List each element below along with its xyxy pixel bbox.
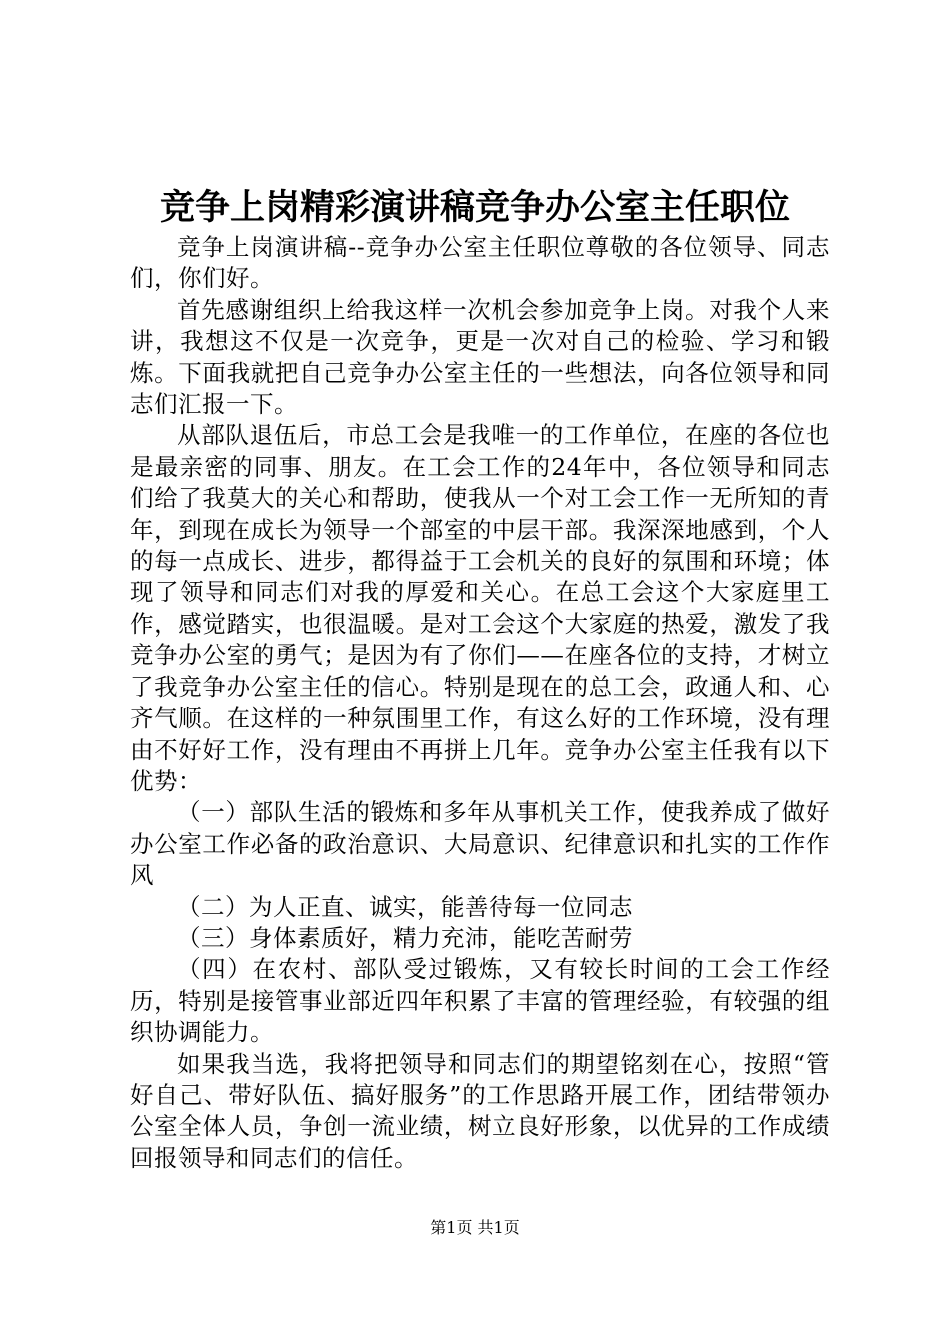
paragraph-thanks: 首先感谢组织上给我这样一次机会参加竞争上岗。对我个人来讲，我想这不仅是一次竞争，更是一次对自己的检验、学习和锻炼。下面我就把自己竞争办公室主任的一些想法，向各位领导和同志们汇报一下。	[130, 295, 830, 419]
paragraph-greeting: 竞争上岗演讲稿--竞争办公室主任职位尊敬的各位领导、同志们，你们好。	[130, 233, 830, 293]
paragraph-advantage-3: （三）身体素质好，精力充沛，能吃苦耐劳	[177, 923, 633, 952]
paragraph-advantage-4: （四）在农村、部队受过锻炼，又有较长时间的工会工作经历，特别是接管事业部近四年积累了丰富的管理经验，有较强的组织协调能力。	[130, 955, 830, 1047]
paragraph-advantage-1: （一）部队生活的锻炼和多年从事机关工作，使我养成了做好办公室工作必备的政治意识、大局意识、纪律意识和扎实的工作作风	[130, 798, 830, 890]
document-body	[130, 232, 830, 1174]
paragraph-closing: 如果我当选，我将把领导和同志们的期望铭刻在心，按照“管好自己、带好队伍、搞好服务”的工作思路开展工作，团结带领办公室全体人员，争创一流业绩，树立良好形象，以优异的工作成绩回报领导和同志们的信任。	[130, 1049, 830, 1172]
page-number-footer: 第1页 共1页	[430, 1218, 520, 1237]
paragraph-background: 从部队退伍后，市总工会是我唯一的工作单位，在座的各位也是最亲密的同事、朋友。在工会工作的24年中，各位领导和同志们给了我莫大的关心和帮助，使我从一个对工会工作一无所知的青年，到现在成长为领导一个部室的中层干部。我深深地感到，个人的每一点成长、进步，都得益于工会机关的良好的氛围和环境；体现了领导和同志们对我的厚爱和关心。在总工会这个大家庭里工作，感觉踏实，也很温暖。是对工会这个大家庭的热爱，激发了我竞争办公室的勇气；是因为有了你们——在座各位的支持，才树立了我竞争办公室主任的信心。特别是现在的总工会，政通人和、心齐气顺。在这样的一种氛围里工作，有这么好的工作环境，没有理由不好好工作，没有理由不再拼上几年。竞争办公室主任我有以下优势：	[130, 421, 830, 795]
paragraph-advantage-2: （二）为人正直、诚实，能善待每一位同志	[177, 892, 633, 921]
document-title: 竞争上岗精彩演讲稿竞争办公室主任职位	[159, 187, 790, 228]
